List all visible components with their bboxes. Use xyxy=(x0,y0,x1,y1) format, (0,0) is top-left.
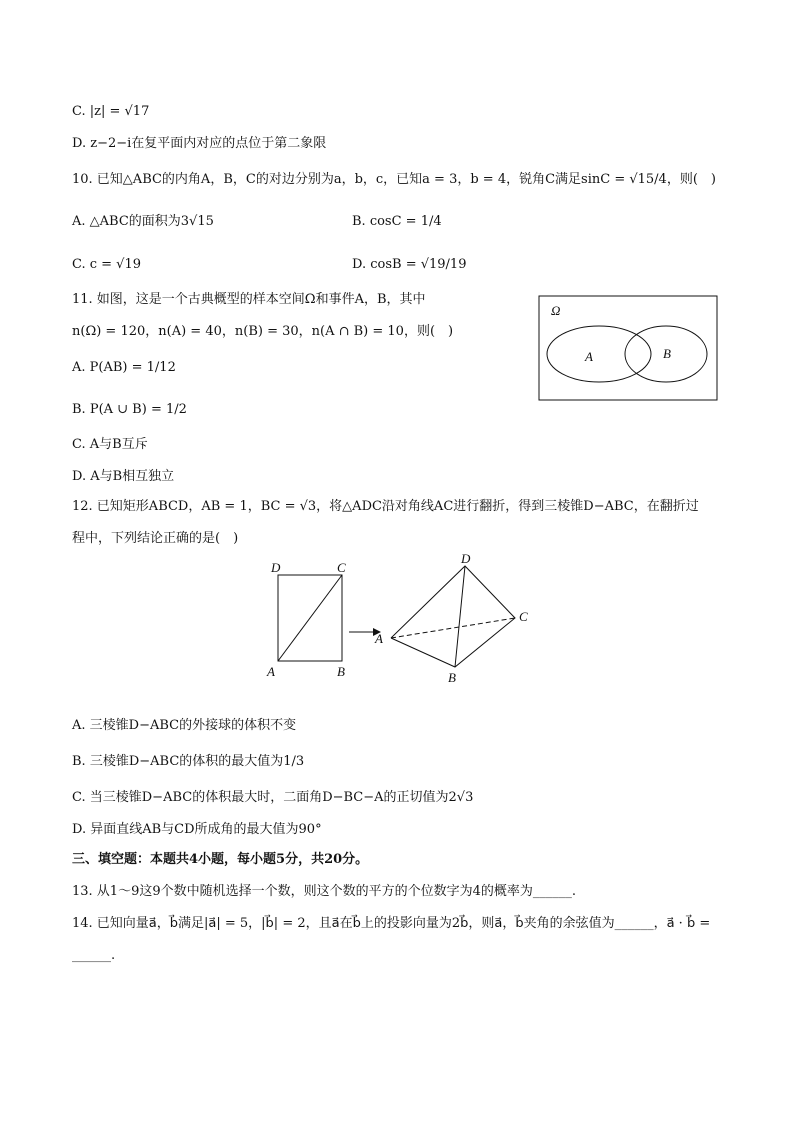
tetra-label-c: C xyxy=(519,609,528,624)
q10-option-d: D. cosB = √19/19 xyxy=(352,257,467,272)
edge-ac-hidden xyxy=(391,618,515,638)
tetra-label-a: A xyxy=(375,631,383,646)
section-3-heading: 三、填空题：本题共4小题，每小题5分，共20分。 xyxy=(72,852,369,867)
event-a-ellipse xyxy=(547,326,651,382)
q10-option-c: C. c = √19 xyxy=(72,257,142,272)
q13-stem: 13. 从1～9这9个数中随机选择一个数，则这个数的平方的个位数字为4的概率为______. xyxy=(72,884,577,899)
diagonal-ac xyxy=(278,575,342,661)
event-a-label: A xyxy=(585,349,593,364)
rect-label-c: C xyxy=(337,560,346,575)
q10-option-a: A. △ABC的面积为3√15 xyxy=(72,214,214,229)
q9-option-d: D. z−2−i在复平面内对应的点位于第二象限 xyxy=(72,136,327,151)
tetrahedron-outline xyxy=(391,566,515,667)
rect-label-a: A xyxy=(267,664,275,679)
q12-stem: 12. 已知矩形ABCD，AB = 1，BC = √3，将△ADC沿对角线AC进行翻折，得到三棱锥D−ABC，在翻折过 xyxy=(72,499,699,514)
sample-space-box xyxy=(539,296,717,400)
q14-stem: 14. 已知向量a⃗，b⃗满足|a⃗| = 5，|b⃗| = 2，且a⃗在b⃗上的投影向量为2b⃗，则a⃗，b⃗夹角的余弦值为______，a⃗ · b⃗ = xyxy=(72,916,711,931)
rect-label-b: B xyxy=(337,664,345,679)
omega-label: Ω xyxy=(551,303,561,318)
q11-option-b: B. P(A ∪ B) = 1/2 xyxy=(72,402,187,417)
tetra-label-b: B xyxy=(448,670,456,685)
q12-option-d: D. 异面直线AB与CD所成角的最大值为90° xyxy=(72,822,322,837)
q11-stem: 11. 如图，这是一个古典概型的样本空间Ω和事件A，B，其中 xyxy=(72,292,426,307)
q11-option-c: C. A与B互斥 xyxy=(72,437,148,452)
q12-option-b: B. 三棱锥D−ABC的体积的最大值为1/3 xyxy=(72,754,305,769)
q11-stem-2: n(Ω) = 120，n(A) = 40，n(B) = 30，n(A ∩ B) = 10，则( ) xyxy=(72,324,454,339)
event-b-label: B xyxy=(663,346,671,361)
q9-option-c: C. |z| = √17 xyxy=(72,104,150,119)
tetra-label-d: D xyxy=(461,553,471,566)
q12-stem-2: 程中，下列结论正确的是( ) xyxy=(72,531,239,546)
edge-db xyxy=(455,566,465,667)
q10-option-b: B. cosC = 1/4 xyxy=(352,214,442,229)
q11-option-d: D. A与B相互独立 xyxy=(72,469,175,484)
q14-stem-2: ______. xyxy=(72,948,116,963)
folding-figure xyxy=(255,553,545,688)
venn-diagram xyxy=(535,292,721,404)
q12-option-a: A. 三棱锥D−ABC的外接球的体积不变 xyxy=(72,718,297,733)
q10-stem: 10. 已知△ABC的内角A，B，C的对边分别为a，b，c，已知a = 3，b = 4，锐角C满足sinC = √15/4，则( ) xyxy=(72,172,716,187)
rect-label-d: D xyxy=(271,560,281,575)
q11-option-a: A. P(AB) = 1/12 xyxy=(72,360,176,375)
q12-option-c: C. 当三棱锥D−ABC的体积最大时，二面角D−BC−A的正切值为2√3 xyxy=(72,790,474,805)
